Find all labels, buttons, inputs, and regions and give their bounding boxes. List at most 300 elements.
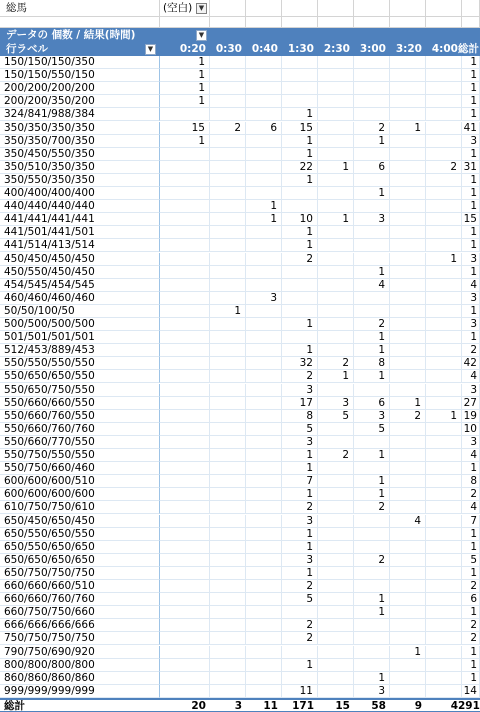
value-cell[interactable]: 3 <box>282 554 318 567</box>
value-cell[interactable]: 14 <box>458 685 480 698</box>
value-cell[interactable] <box>354 515 390 528</box>
value-cell[interactable]: 3 <box>246 292 282 305</box>
value-cell[interactable] <box>210 161 246 174</box>
value-cell[interactable]: 1 <box>160 56 210 69</box>
value-cell[interactable] <box>426 619 462 632</box>
value-cell[interactable] <box>390 318 426 331</box>
value-cell[interactable] <box>282 69 318 82</box>
value-cell[interactable]: 6 <box>246 122 282 135</box>
value-cell[interactable]: 1 <box>426 253 462 266</box>
value-cell[interactable] <box>354 253 390 266</box>
value-cell[interactable] <box>160 331 210 344</box>
value-cell[interactable] <box>426 266 462 279</box>
value-cell[interactable] <box>160 580 210 593</box>
value-cell[interactable] <box>318 122 354 135</box>
value-cell[interactable] <box>246 619 282 632</box>
value-cell[interactable]: 1 <box>282 344 318 357</box>
value-cell[interactable] <box>390 619 426 632</box>
value-cell[interactable]: 3 <box>318 397 354 410</box>
value-cell[interactable]: 1 <box>318 161 354 174</box>
value-cell[interactable] <box>390 685 426 698</box>
value-cell[interactable] <box>390 344 426 357</box>
value-cell[interactable] <box>210 370 246 383</box>
value-cell[interactable] <box>246 462 282 475</box>
value-cell[interactable]: 2 <box>282 619 318 632</box>
value-cell[interactable] <box>390 501 426 514</box>
value-cell[interactable] <box>160 108 210 121</box>
row-label[interactable]: 441/514/413/514 <box>0 239 160 252</box>
value-cell[interactable]: 15 <box>282 122 318 135</box>
row-label[interactable]: 660/750/750/660 <box>0 606 160 619</box>
value-cell[interactable]: 4 <box>354 279 390 292</box>
value-cell[interactable] <box>426 567 462 580</box>
value-cell[interactable] <box>160 475 210 488</box>
value-cell[interactable] <box>354 305 390 318</box>
value-cell[interactable] <box>354 174 390 187</box>
value-cell[interactable] <box>426 69 462 82</box>
value-cell[interactable]: 1 <box>458 528 480 541</box>
row-label[interactable]: 550/660/760/550 <box>0 410 160 423</box>
value-cell[interactable] <box>246 95 282 108</box>
row-label[interactable]: 550/550/550/550 <box>0 357 160 370</box>
value-cell[interactable] <box>318 528 354 541</box>
value-cell[interactable] <box>318 292 354 305</box>
value-cell[interactable] <box>160 253 210 266</box>
value-cell[interactable] <box>160 593 210 606</box>
value-cell[interactable]: 1 <box>318 370 354 383</box>
value-cell[interactable] <box>318 187 354 200</box>
value-cell[interactable]: 2 <box>318 449 354 462</box>
value-cell[interactable]: 2 <box>458 580 480 593</box>
value-cell[interactable] <box>160 279 210 292</box>
value-cell[interactable]: 1 <box>210 305 246 318</box>
value-cell[interactable]: 7 <box>458 515 480 528</box>
value-cell[interactable] <box>426 593 462 606</box>
value-cell[interactable]: 2 <box>354 554 390 567</box>
value-cell[interactable] <box>390 226 426 239</box>
value-cell[interactable] <box>160 685 210 698</box>
value-cell[interactable] <box>390 305 426 318</box>
value-cell[interactable] <box>160 646 210 659</box>
value-cell[interactable]: 3 <box>282 515 318 528</box>
value-cell[interactable] <box>160 357 210 370</box>
value-cell[interactable] <box>210 475 246 488</box>
value-cell[interactable] <box>390 528 426 541</box>
value-cell[interactable]: 1 <box>354 187 390 200</box>
value-cell[interactable] <box>210 488 246 501</box>
value-cell[interactable]: 8 <box>458 475 480 488</box>
row-label[interactable]: 450/450/450/450 <box>0 253 160 266</box>
value-cell[interactable]: 7 <box>282 475 318 488</box>
value-cell[interactable] <box>390 436 426 449</box>
grand-total-value[interactable]: 171 <box>282 698 318 712</box>
value-cell[interactable] <box>210 148 246 161</box>
value-cell[interactable] <box>354 528 390 541</box>
value-cell[interactable] <box>282 200 318 213</box>
value-cell[interactable]: 1 <box>160 69 210 82</box>
value-cell[interactable] <box>318 318 354 331</box>
value-cell[interactable] <box>210 239 246 252</box>
value-cell[interactable]: 1 <box>458 56 480 69</box>
value-cell[interactable] <box>318 646 354 659</box>
value-cell[interactable] <box>390 161 426 174</box>
value-cell[interactable]: 1 <box>458 148 480 161</box>
value-cell[interactable]: 1 <box>458 672 480 685</box>
value-cell[interactable] <box>390 82 426 95</box>
value-cell[interactable] <box>160 423 210 436</box>
value-cell[interactable] <box>160 397 210 410</box>
value-cell[interactable] <box>246 108 282 121</box>
value-cell[interactable]: 1 <box>282 174 318 187</box>
value-cell[interactable]: 10 <box>458 423 480 436</box>
value-cell[interactable] <box>318 279 354 292</box>
value-cell[interactable] <box>390 95 426 108</box>
value-cell[interactable] <box>426 685 462 698</box>
value-cell[interactable] <box>318 135 354 148</box>
value-cell[interactable] <box>390 632 426 645</box>
value-cell[interactable] <box>210 541 246 554</box>
value-cell[interactable] <box>318 436 354 449</box>
value-cell[interactable] <box>246 541 282 554</box>
value-cell[interactable]: 2 <box>210 122 246 135</box>
value-cell[interactable]: 1 <box>458 266 480 279</box>
value-cell[interactable] <box>246 253 282 266</box>
value-cell[interactable] <box>282 672 318 685</box>
value-cell[interactable] <box>426 370 462 383</box>
value-cell[interactable] <box>160 554 210 567</box>
value-cell[interactable] <box>210 397 246 410</box>
value-cell[interactable]: 1 <box>390 646 426 659</box>
value-cell[interactable] <box>210 685 246 698</box>
value-cell[interactable]: 1 <box>458 226 480 239</box>
value-cell[interactable]: 4 <box>458 501 480 514</box>
value-cell[interactable] <box>390 357 426 370</box>
value-cell[interactable]: 1 <box>354 135 390 148</box>
value-cell[interactable] <box>246 305 282 318</box>
value-cell[interactable] <box>246 410 282 423</box>
value-cell[interactable] <box>354 82 390 95</box>
value-cell[interactable] <box>210 554 246 567</box>
value-cell[interactable] <box>318 685 354 698</box>
value-cell[interactable] <box>282 266 318 279</box>
value-cell[interactable] <box>390 475 426 488</box>
value-cell[interactable]: 42 <box>458 357 480 370</box>
value-cell[interactable]: 1 <box>282 567 318 580</box>
value-cell[interactable] <box>426 646 462 659</box>
value-cell[interactable] <box>246 672 282 685</box>
value-cell[interactable] <box>246 69 282 82</box>
value-cell[interactable] <box>246 56 282 69</box>
row-label[interactable]: 200/200/200/200 <box>0 82 160 95</box>
value-cell[interactable] <box>160 344 210 357</box>
value-cell[interactable] <box>354 541 390 554</box>
value-cell[interactable] <box>210 436 246 449</box>
value-cell[interactable]: 1 <box>282 135 318 148</box>
row-label[interactable]: 650/550/650/550 <box>0 528 160 541</box>
value-cell[interactable] <box>246 567 282 580</box>
value-cell[interactable]: 2 <box>282 580 318 593</box>
value-cell[interactable] <box>246 226 282 239</box>
value-cell[interactable]: 1 <box>354 606 390 619</box>
value-cell[interactable] <box>160 161 210 174</box>
value-cell[interactable] <box>246 344 282 357</box>
grand-total-value[interactable]: 4 <box>426 698 462 712</box>
value-cell[interactable] <box>160 292 210 305</box>
value-cell[interactable] <box>426 148 462 161</box>
value-cell[interactable] <box>354 632 390 645</box>
value-cell[interactable] <box>210 357 246 370</box>
value-cell[interactable]: 1 <box>390 397 426 410</box>
value-cell[interactable] <box>160 200 210 213</box>
value-cell[interactable]: 1 <box>282 541 318 554</box>
value-cell[interactable] <box>390 567 426 580</box>
value-cell[interactable]: 1 <box>318 213 354 226</box>
row-label[interactable]: 350/510/350/350 <box>0 161 160 174</box>
value-cell[interactable]: 6 <box>458 593 480 606</box>
value-cell[interactable] <box>318 174 354 187</box>
value-cell[interactable] <box>318 462 354 475</box>
value-cell[interactable] <box>210 567 246 580</box>
row-label[interactable]: 441/441/441/441 <box>0 213 160 226</box>
row-label[interactable]: 600/600/600/510 <box>0 475 160 488</box>
value-cell[interactable]: 5 <box>458 554 480 567</box>
value-cell[interactable] <box>210 515 246 528</box>
value-cell[interactable]: 1 <box>354 331 390 344</box>
value-cell[interactable] <box>160 619 210 632</box>
value-cell[interactable] <box>318 200 354 213</box>
value-cell[interactable] <box>318 423 354 436</box>
value-cell[interactable]: 5 <box>282 423 318 436</box>
value-cell[interactable] <box>390 266 426 279</box>
value-cell[interactable] <box>390 449 426 462</box>
filter-dropdown-icon[interactable]: ▼ <box>196 3 207 14</box>
row-label[interactable]: 600/600/600/600 <box>0 488 160 501</box>
value-cell[interactable]: 3 <box>458 253 480 266</box>
row-label[interactable]: 454/545/454/545 <box>0 279 160 292</box>
value-cell[interactable] <box>160 606 210 619</box>
value-cell[interactable] <box>318 344 354 357</box>
value-cell[interactable] <box>210 200 246 213</box>
value-cell[interactable]: 1 <box>354 344 390 357</box>
value-cell[interactable] <box>210 528 246 541</box>
value-cell[interactable] <box>390 541 426 554</box>
value-cell[interactable] <box>246 436 282 449</box>
value-cell[interactable] <box>246 593 282 606</box>
row-label[interactable]: 150/150/550/150 <box>0 69 160 82</box>
value-cell[interactable] <box>318 331 354 344</box>
row-label[interactable]: 650/450/650/450 <box>0 515 160 528</box>
value-cell[interactable] <box>426 187 462 200</box>
grand-total-value[interactable]: 291 <box>458 699 480 712</box>
grand-total-value[interactable]: 20 <box>160 698 210 712</box>
value-cell[interactable] <box>210 226 246 239</box>
value-cell[interactable] <box>318 659 354 672</box>
value-cell[interactable]: 1 <box>458 305 480 318</box>
value-cell[interactable] <box>210 135 246 148</box>
value-cell[interactable]: 2 <box>282 370 318 383</box>
value-cell[interactable]: 1 <box>282 148 318 161</box>
value-cell[interactable] <box>390 187 426 200</box>
value-cell[interactable] <box>318 95 354 108</box>
row-label[interactable]: 550/650/650/550 <box>0 370 160 383</box>
value-cell[interactable]: 1 <box>458 541 480 554</box>
row-label[interactable]: 750/750/750/750 <box>0 632 160 645</box>
value-cell[interactable] <box>246 174 282 187</box>
value-cell[interactable]: 1 <box>282 659 318 672</box>
row-label[interactable]: 550/660/760/760 <box>0 423 160 436</box>
value-cell[interactable] <box>354 56 390 69</box>
value-cell[interactable] <box>246 488 282 501</box>
value-cell[interactable]: 4 <box>458 449 480 462</box>
value-cell[interactable] <box>210 606 246 619</box>
value-cell[interactable]: 1 <box>246 213 282 226</box>
value-cell[interactable] <box>390 488 426 501</box>
value-cell[interactable] <box>318 567 354 580</box>
value-cell[interactable] <box>390 370 426 383</box>
value-cell[interactable] <box>210 462 246 475</box>
value-cell[interactable] <box>210 646 246 659</box>
value-cell[interactable] <box>246 685 282 698</box>
value-cell[interactable]: 10 <box>282 213 318 226</box>
row-label[interactable]: 500/500/500/500 <box>0 318 160 331</box>
row-label[interactable]: 324/841/988/384 <box>0 108 160 121</box>
value-cell[interactable]: 1 <box>354 449 390 462</box>
row-label[interactable]: 790/750/690/920 <box>0 646 160 659</box>
value-cell[interactable]: 1 <box>458 462 480 475</box>
value-cell[interactable] <box>318 580 354 593</box>
value-cell[interactable] <box>390 174 426 187</box>
row-label[interactable]: 550/660/660/550 <box>0 397 160 410</box>
row-label[interactable]: 501/501/501/501 <box>0 331 160 344</box>
value-cell[interactable] <box>210 423 246 436</box>
value-cell[interactable] <box>426 397 462 410</box>
value-cell[interactable] <box>246 384 282 397</box>
value-cell[interactable] <box>160 436 210 449</box>
value-cell[interactable]: 1 <box>390 122 426 135</box>
value-cell[interactable] <box>354 108 390 121</box>
value-cell[interactable] <box>426 56 462 69</box>
value-cell[interactable] <box>160 501 210 514</box>
value-cell[interactable] <box>426 331 462 344</box>
value-cell[interactable]: 1 <box>354 370 390 383</box>
value-cell[interactable] <box>318 619 354 632</box>
value-cell[interactable]: 2 <box>458 488 480 501</box>
row-label[interactable]: 550/660/770/550 <box>0 436 160 449</box>
value-cell[interactable] <box>354 239 390 252</box>
value-cell[interactable] <box>354 200 390 213</box>
value-cell[interactable] <box>246 331 282 344</box>
value-cell[interactable] <box>318 148 354 161</box>
value-cell[interactable] <box>160 541 210 554</box>
value-cell[interactable]: 2 <box>458 619 480 632</box>
value-cell[interactable]: 1 <box>160 82 210 95</box>
value-cell[interactable] <box>390 213 426 226</box>
value-cell[interactable]: 3 <box>458 318 480 331</box>
value-cell[interactable] <box>390 239 426 252</box>
value-cell[interactable] <box>318 82 354 95</box>
value-cell[interactable] <box>426 292 462 305</box>
value-cell[interactable] <box>354 462 390 475</box>
value-cell[interactable] <box>246 318 282 331</box>
value-cell[interactable] <box>246 515 282 528</box>
value-cell[interactable] <box>318 226 354 239</box>
value-cell[interactable] <box>318 632 354 645</box>
value-cell[interactable] <box>426 528 462 541</box>
value-cell[interactable] <box>160 384 210 397</box>
value-cell[interactable]: 1 <box>458 646 480 659</box>
value-cell[interactable] <box>246 279 282 292</box>
value-cell[interactable] <box>210 384 246 397</box>
value-cell[interactable]: 4 <box>458 279 480 292</box>
value-cell[interactable] <box>390 108 426 121</box>
value-cell[interactable] <box>160 632 210 645</box>
value-cell[interactable] <box>354 436 390 449</box>
value-cell[interactable] <box>390 554 426 567</box>
value-cell[interactable] <box>354 619 390 632</box>
value-cell[interactable] <box>426 501 462 514</box>
column-label-dropdown-icon[interactable]: ▼ <box>196 30 207 41</box>
value-cell[interactable] <box>390 672 426 685</box>
value-cell[interactable] <box>390 423 426 436</box>
value-cell[interactable] <box>160 659 210 672</box>
value-cell[interactable]: 3 <box>458 135 480 148</box>
row-label[interactable]: 350/350/350/350 <box>0 122 160 135</box>
value-cell[interactable]: 1 <box>458 69 480 82</box>
row-label[interactable]: 441/501/441/501 <box>0 226 160 239</box>
value-cell[interactable]: 3 <box>458 436 480 449</box>
value-cell[interactable] <box>426 515 462 528</box>
value-cell[interactable] <box>210 632 246 645</box>
value-cell[interactable] <box>318 672 354 685</box>
value-cell[interactable]: 1 <box>354 593 390 606</box>
value-cell[interactable] <box>282 292 318 305</box>
row-label[interactable]: 650/750/750/750 <box>0 567 160 580</box>
value-cell[interactable] <box>426 174 462 187</box>
value-cell[interactable]: 2 <box>318 357 354 370</box>
value-cell[interactable] <box>390 462 426 475</box>
value-cell[interactable]: 5 <box>282 593 318 606</box>
row-label[interactable]: 550/750/660/460 <box>0 462 160 475</box>
value-cell[interactable]: 6 <box>354 161 390 174</box>
value-cell[interactable] <box>160 239 210 252</box>
value-cell[interactable]: 2 <box>354 501 390 514</box>
value-cell[interactable] <box>160 410 210 423</box>
row-label[interactable]: 550/750/550/550 <box>0 449 160 462</box>
value-cell[interactable]: 8 <box>354 357 390 370</box>
value-cell[interactable] <box>354 226 390 239</box>
value-cell[interactable]: 1 <box>354 672 390 685</box>
value-cell[interactable] <box>426 659 462 672</box>
row-label[interactable]: 666/666/666/666 <box>0 619 160 632</box>
value-cell[interactable] <box>426 606 462 619</box>
value-cell[interactable] <box>282 305 318 318</box>
value-cell[interactable] <box>282 279 318 292</box>
value-cell[interactable] <box>160 515 210 528</box>
value-cell[interactable] <box>210 672 246 685</box>
value-cell[interactable] <box>318 239 354 252</box>
value-cell[interactable]: 1 <box>458 95 480 108</box>
value-cell[interactable]: 1 <box>458 567 480 580</box>
row-label[interactable]: 999/999/999/999 <box>0 685 160 698</box>
value-cell[interactable] <box>160 174 210 187</box>
value-cell[interactable]: 1 <box>458 659 480 672</box>
value-cell[interactable] <box>390 135 426 148</box>
value-cell[interactable] <box>318 515 354 528</box>
row-label[interactable]: 350/350/700/350 <box>0 135 160 148</box>
value-cell[interactable] <box>354 646 390 659</box>
value-cell[interactable] <box>426 200 462 213</box>
value-cell[interactable] <box>160 488 210 501</box>
